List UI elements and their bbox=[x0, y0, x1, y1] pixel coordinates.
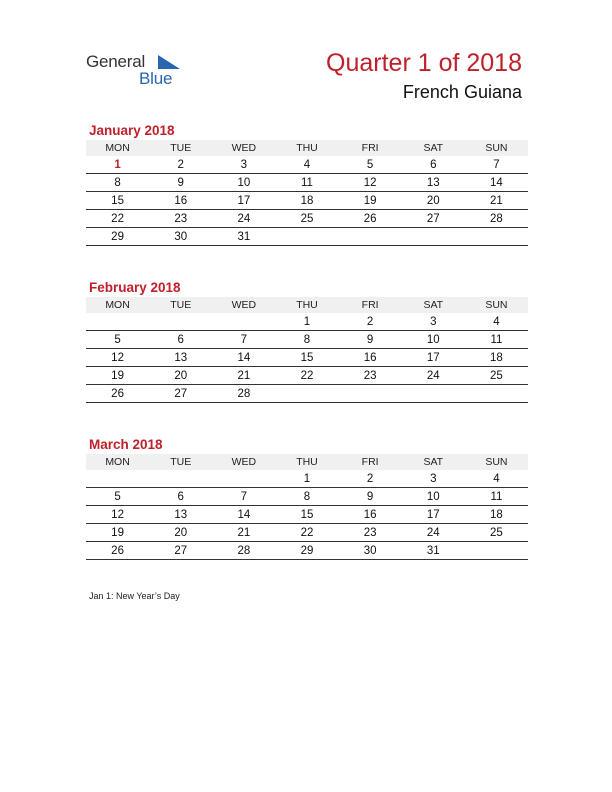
weekday-header: SUN bbox=[465, 454, 528, 470]
weekday-header: FRI bbox=[339, 454, 402, 470]
day-cell: 22 bbox=[86, 210, 149, 228]
week-row bbox=[86, 331, 528, 349]
day-cell: 30 bbox=[339, 542, 402, 560]
day-cell: 2 bbox=[339, 470, 402, 488]
day-cell: 4 bbox=[465, 313, 528, 331]
day-cell: 5 bbox=[339, 156, 402, 174]
day-cell: 17 bbox=[212, 192, 275, 210]
day-cell: 16 bbox=[149, 192, 212, 210]
day-cell: 14 bbox=[212, 349, 275, 367]
day-cell bbox=[275, 385, 338, 403]
day-cell: 19 bbox=[86, 367, 149, 385]
day-cell: 25 bbox=[275, 210, 338, 228]
day-cell: 16 bbox=[339, 349, 402, 367]
day-cell: 13 bbox=[149, 506, 212, 524]
day-cell: 14 bbox=[465, 174, 528, 192]
day-cell: 9 bbox=[339, 488, 402, 506]
day-cell: 22 bbox=[275, 367, 338, 385]
week-row bbox=[86, 313, 528, 331]
week-row bbox=[86, 192, 528, 210]
day-cell: 8 bbox=[275, 488, 338, 506]
logo-triangle-icon bbox=[158, 55, 180, 69]
day-cell: 2 bbox=[339, 313, 402, 331]
day-cell: 5 bbox=[86, 488, 149, 506]
day-cell: 23 bbox=[339, 367, 402, 385]
page-title: Quarter 1 of 2018 bbox=[326, 49, 522, 77]
day-cell: 5 bbox=[86, 331, 149, 349]
day-cell: 15 bbox=[275, 349, 338, 367]
day-cell: 29 bbox=[86, 228, 149, 246]
day-cell: 27 bbox=[149, 385, 212, 403]
day-cell: 29 bbox=[275, 542, 338, 560]
day-cell: 1 bbox=[275, 470, 338, 488]
month-february bbox=[86, 278, 528, 403]
week-row bbox=[86, 349, 528, 367]
day-cell: 7 bbox=[465, 156, 528, 174]
day-cell bbox=[275, 228, 338, 246]
weekday-header: SAT bbox=[402, 297, 465, 313]
day-cell: 20 bbox=[149, 524, 212, 542]
month-march bbox=[86, 435, 528, 560]
day-cell: 9 bbox=[339, 331, 402, 349]
day-cell: 31 bbox=[402, 542, 465, 560]
day-cell: 21 bbox=[212, 367, 275, 385]
day-cell: 20 bbox=[402, 192, 465, 210]
day-cell bbox=[402, 228, 465, 246]
calendar-table bbox=[86, 454, 528, 560]
day-cell: 27 bbox=[402, 210, 465, 228]
weekday-header-row bbox=[86, 140, 528, 156]
day-cell: 26 bbox=[339, 210, 402, 228]
weekday-header: SUN bbox=[465, 140, 528, 156]
day-cell: 4 bbox=[275, 156, 338, 174]
day-cell: 18 bbox=[465, 349, 528, 367]
weekday-header: SAT bbox=[402, 454, 465, 470]
week-row bbox=[86, 470, 528, 488]
week-row bbox=[86, 488, 528, 506]
day-cell bbox=[465, 385, 528, 403]
day-cell: 19 bbox=[86, 524, 149, 542]
weekday-header: WED bbox=[212, 454, 275, 470]
day-cell: 24 bbox=[402, 367, 465, 385]
day-cell: 11 bbox=[465, 488, 528, 506]
day-cell: 14 bbox=[212, 506, 275, 524]
weekday-header: FRI bbox=[339, 140, 402, 156]
day-cell: 16 bbox=[339, 506, 402, 524]
day-cell: 10 bbox=[402, 488, 465, 506]
day-cell: 15 bbox=[86, 192, 149, 210]
week-row bbox=[86, 210, 528, 228]
day-cell bbox=[465, 228, 528, 246]
weekday-header: MON bbox=[86, 140, 149, 156]
day-cell: 17 bbox=[402, 506, 465, 524]
day-cell: 20 bbox=[149, 367, 212, 385]
day-cell: 28 bbox=[212, 542, 275, 560]
day-cell: 2 bbox=[149, 156, 212, 174]
weekday-header-row bbox=[86, 297, 528, 313]
holiday-note: Jan 1: New Year’s Day bbox=[89, 591, 180, 601]
week-row bbox=[86, 174, 528, 192]
day-cell: 26 bbox=[86, 385, 149, 403]
weekday-header: TUE bbox=[149, 454, 212, 470]
day-cell: 17 bbox=[402, 349, 465, 367]
day-cell: 6 bbox=[149, 488, 212, 506]
day-cell bbox=[212, 313, 275, 331]
weekday-header: THU bbox=[275, 297, 338, 313]
day-cell bbox=[149, 470, 212, 488]
day-cell: 22 bbox=[275, 524, 338, 542]
weekday-header: TUE bbox=[149, 140, 212, 156]
day-cell: 12 bbox=[86, 349, 149, 367]
day-cell: 23 bbox=[339, 524, 402, 542]
day-cell bbox=[149, 313, 212, 331]
day-cell: 12 bbox=[86, 506, 149, 524]
day-cell: 10 bbox=[212, 174, 275, 192]
day-cell: 28 bbox=[465, 210, 528, 228]
day-cell bbox=[86, 313, 149, 331]
day-cell: 21 bbox=[212, 524, 275, 542]
day-cell: 15 bbox=[275, 506, 338, 524]
weekday-header: WED bbox=[212, 140, 275, 156]
week-row bbox=[86, 367, 528, 385]
day-cell: 8 bbox=[275, 331, 338, 349]
day-cell: 13 bbox=[402, 174, 465, 192]
week-row bbox=[86, 506, 528, 524]
day-cell: 19 bbox=[339, 192, 402, 210]
day-cell: 13 bbox=[149, 349, 212, 367]
day-cell: 18 bbox=[275, 192, 338, 210]
day-cell: 11 bbox=[275, 174, 338, 192]
logo-text-blue: Blue bbox=[139, 69, 173, 88]
day-cell: 7 bbox=[212, 331, 275, 349]
day-cell bbox=[465, 542, 528, 560]
day-cell: 24 bbox=[212, 210, 275, 228]
day-cell: 27 bbox=[149, 542, 212, 560]
week-row bbox=[86, 542, 528, 560]
day-cell bbox=[339, 385, 402, 403]
day-cell: 6 bbox=[149, 331, 212, 349]
weekday-header: FRI bbox=[339, 297, 402, 313]
day-cell: 21 bbox=[465, 192, 528, 210]
month-title: February 2018 bbox=[89, 280, 181, 295]
weekday-header: MON bbox=[86, 454, 149, 470]
weekday-header-row bbox=[86, 454, 528, 470]
weekday-header: MON bbox=[86, 297, 149, 313]
day-cell bbox=[402, 385, 465, 403]
day-cell: 25 bbox=[465, 524, 528, 542]
day-cell: 7 bbox=[212, 488, 275, 506]
weekday-header: THU bbox=[275, 454, 338, 470]
day-cell: 3 bbox=[402, 470, 465, 488]
day-cell: 1 bbox=[86, 156, 149, 174]
weekday-header: THU bbox=[275, 140, 338, 156]
day-cell: 1 bbox=[275, 313, 338, 331]
day-cell: 26 bbox=[86, 542, 149, 560]
month-title: March 2018 bbox=[89, 437, 163, 452]
day-cell bbox=[86, 470, 149, 488]
day-cell: 24 bbox=[402, 524, 465, 542]
general-blue-logo bbox=[86, 52, 196, 92]
calendar-table bbox=[86, 140, 528, 246]
day-cell: 12 bbox=[339, 174, 402, 192]
day-cell bbox=[339, 228, 402, 246]
weekday-header: SAT bbox=[402, 140, 465, 156]
day-cell: 25 bbox=[465, 367, 528, 385]
region-name: French Guiana bbox=[402, 82, 522, 102]
day-cell: 9 bbox=[149, 174, 212, 192]
month-title: January 2018 bbox=[89, 123, 175, 138]
day-cell: 23 bbox=[149, 210, 212, 228]
week-row bbox=[86, 156, 528, 174]
weekday-header: TUE bbox=[149, 297, 212, 313]
day-cell: 10 bbox=[402, 331, 465, 349]
day-cell: 6 bbox=[402, 156, 465, 174]
day-cell: 4 bbox=[465, 470, 528, 488]
week-row bbox=[86, 385, 528, 403]
day-cell: 3 bbox=[402, 313, 465, 331]
day-cell: 8 bbox=[86, 174, 149, 192]
week-row bbox=[86, 228, 528, 246]
day-cell: 30 bbox=[149, 228, 212, 246]
weekday-header: WED bbox=[212, 297, 275, 313]
day-cell: 3 bbox=[212, 156, 275, 174]
logo-text-general: General bbox=[86, 52, 146, 71]
day-cell: 28 bbox=[212, 385, 275, 403]
day-cell: 31 bbox=[212, 228, 275, 246]
week-row bbox=[86, 524, 528, 542]
month-january bbox=[86, 121, 528, 246]
calendar-table bbox=[86, 297, 528, 403]
day-cell: 11 bbox=[465, 331, 528, 349]
day-cell bbox=[212, 470, 275, 488]
day-cell: 18 bbox=[465, 506, 528, 524]
weekday-header: SUN bbox=[465, 297, 528, 313]
